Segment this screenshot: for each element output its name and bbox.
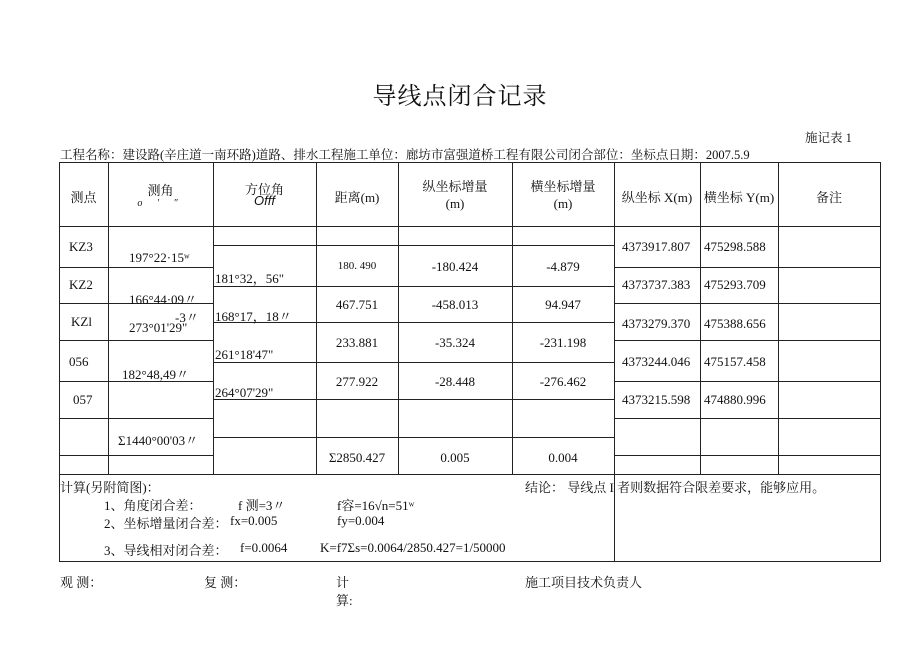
coord-x-cell: 4373215.598 (622, 392, 691, 407)
distance-cell: 233.881 (335, 335, 379, 350)
point-cell: KZ3 (69, 239, 93, 254)
sign-tech-lead: 施工项目技术负责人 (525, 575, 643, 590)
header-angle: 测角 (147, 183, 174, 198)
azimuth-cell: 264°07'29" (215, 385, 274, 400)
calc-angle-measured: f 测=3〃 (238, 498, 286, 513)
calc-f: f=0.0064 (240, 540, 288, 555)
coord-x-cell: 4373917.807 (622, 239, 691, 254)
calc-item-coord: 2、坐标增量闭合差： (104, 516, 228, 531)
header-azimuth: 方位角 (244, 182, 284, 197)
header-point: 测点 (70, 190, 97, 205)
form-number: 施记表 1 (805, 131, 852, 145)
dx-total: 0.005 (440, 450, 470, 465)
coord-y-cell: 475157.458 (704, 354, 766, 369)
dy-cell: -276.462 (539, 374, 587, 389)
sign-recheck: 复 测： (204, 575, 247, 590)
coord-y-cell: 474880.996 (704, 392, 766, 407)
angle-cell: 182°48,49〃 (122, 367, 189, 382)
dx-cell: -35.324 (434, 335, 476, 350)
header-remark: 备注 (815, 190, 842, 205)
coord-x-cell: 4373244.046 (622, 354, 691, 369)
sign-calc-2: 算: (336, 593, 353, 608)
angle-total: Σ1440°00'03〃 (118, 433, 199, 448)
project-info-line: 工程名称：建设路(辛庄道一南环路)道路、排水工程施工单位：廊坊市富强道桥工程有限公司闭合部位：坐标点日期：2007.5.9 (60, 148, 750, 162)
header-dx-unit: (m) (445, 196, 465, 211)
dy-cell: 94.947 (545, 297, 581, 312)
azimuth-cell: 168°17，18〃 (215, 309, 292, 324)
calc-angle-allowed: f容=16√n=51ʷ (337, 498, 415, 513)
calc-fx: fx=0.005 (230, 513, 278, 528)
point-cell: KZ2 (69, 277, 93, 292)
dx-cell: -28.448 (434, 374, 476, 389)
header-dy-unit: (m) (553, 196, 573, 211)
distance-cell: 277.922 (335, 374, 379, 389)
dx-cell: -180.424 (431, 259, 479, 274)
calc-label: 计算(另附简图)： (60, 480, 160, 495)
page-title: 导线点闭合记录 (372, 82, 548, 110)
angle-cell: 273°01'29" (129, 320, 188, 335)
calc-fy: fy=0.004 (337, 513, 385, 528)
azimuth-cell: 261°18'47" (215, 347, 274, 362)
calc-k: K=f7Σs=0.0064/2850.427=1/50000 (320, 540, 506, 555)
dy-cell: -4.879 (546, 259, 580, 274)
coord-x-cell: 4373279.370 (622, 316, 691, 331)
distance-cell: 180. 490 (337, 260, 377, 272)
distance-cell: 467.751 (335, 297, 379, 312)
header-azimuth-sub: Offf (254, 193, 275, 208)
coord-x-cell: 4373737.383 (622, 277, 691, 292)
calc-item-relative: 3、导线相对闭合差： (104, 543, 228, 558)
sign-calc: 计 (336, 575, 350, 590)
distance-total: Σ2850.427 (328, 450, 386, 465)
header-angle-units: o ′ ″ (137, 198, 184, 209)
coord-y-cell: 475293.709 (704, 277, 766, 292)
point-cell: KZl (71, 314, 92, 329)
point-cell: 057 (73, 392, 93, 407)
point-cell: 056 (69, 354, 89, 369)
coord-y-cell: 475298.588 (704, 239, 766, 254)
dx-cell: -458.013 (431, 297, 479, 312)
header-y: 横坐标 Y(m) (703, 190, 775, 205)
header-dx: 纵坐标增量 (422, 179, 488, 194)
dy-total: 0.004 (548, 450, 578, 465)
calc-item-angle: 1、角度闭合差： (104, 498, 202, 513)
coord-y-cell: 475388.656 (704, 316, 766, 331)
conclusion: 结论： 导线点 I 者则数据符合限差要求，能够应用。 (525, 480, 826, 495)
angle-cell: 197°22·15ʷ (129, 250, 190, 265)
dy-cell: -231.198 (539, 335, 587, 350)
azimuth-cell: 181°32，56" (215, 271, 285, 286)
header-distance: 距离(m) (334, 190, 380, 205)
angle-correction: -3〃 (175, 310, 199, 325)
header-dy: 横坐标增量 (530, 179, 596, 194)
header-x: 纵坐标 X(m) (621, 190, 693, 205)
angle-cell: 166°44·09〃 (129, 292, 198, 307)
sign-observe: 观 测： (60, 575, 103, 590)
